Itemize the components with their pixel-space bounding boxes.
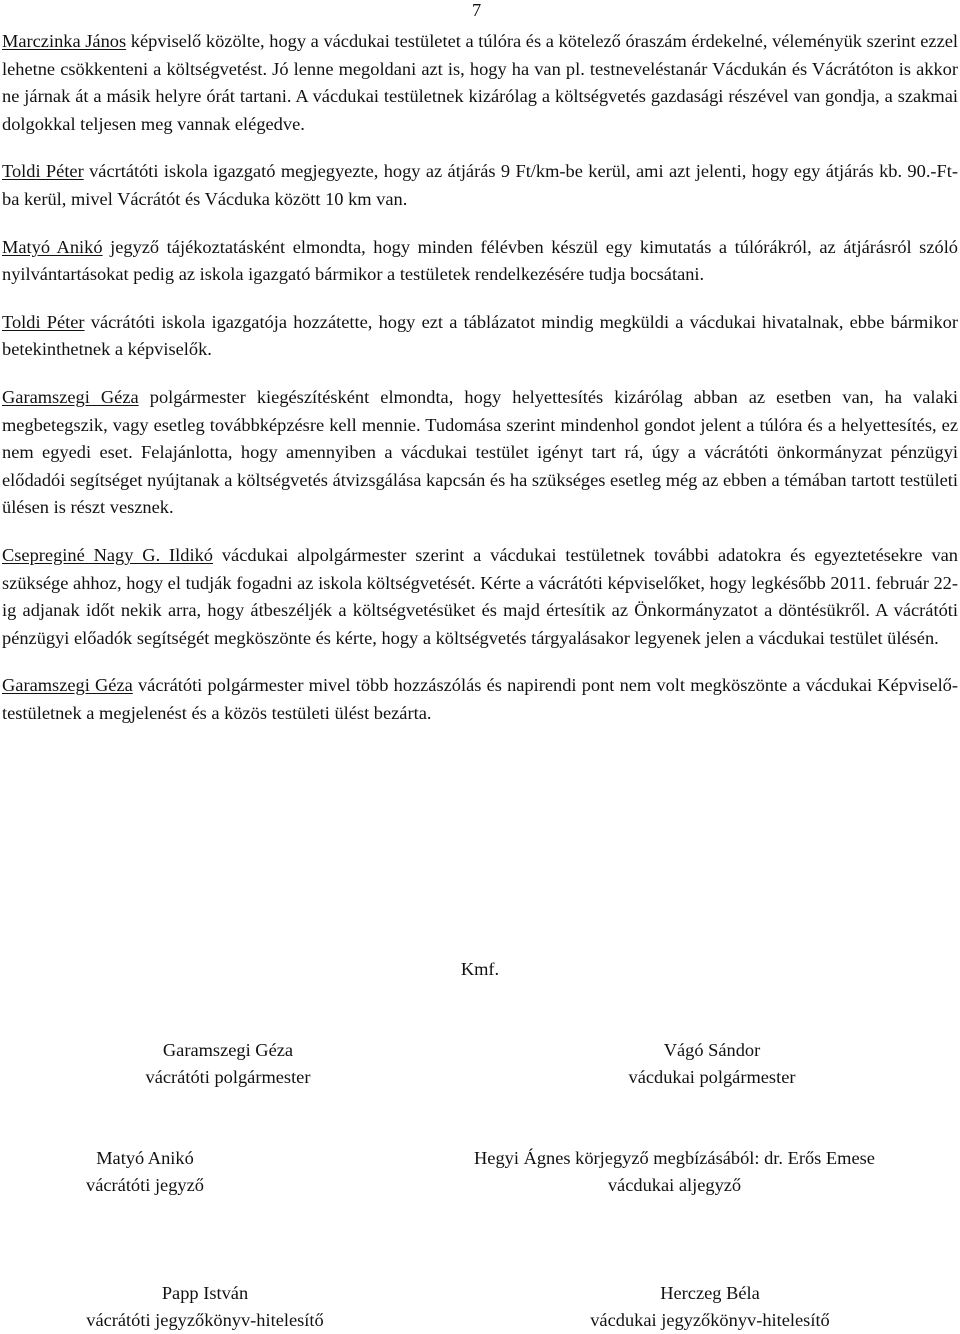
signature-block — [412, 1145, 937, 1199]
paragraph-text: vácdukai alpolgármester szerint a vácdukai testületnek további adatokra és egyeztetésekre van szüksége ahhoz, hogy el tudják fogadni az iskola költségvetését. Kérte a vácrátóti képviselőket, hogy legkésőbb 2011. február 22-ig adjanak időt nekik arra, hogy átbeszéljék a költségvetésüket és majd értesítik az Önkormányzatot a döntésükről. A vácrátóti pénzügyi előadók segítségét megköszönte és kérte, hogy a költségvetés tárgyalásakor legyenek jelen a vácdukai testület ülésén. — [2, 544, 958, 648]
signature-block — [40, 1280, 370, 1334]
paragraph-garamszegi-2 — [2, 672, 958, 727]
paragraph-toldi-1 — [2, 158, 958, 213]
signature-block — [83, 1037, 373, 1091]
paragraph-text: polgármester kiegészítésként elmondta, hogy helyettesítés kizárólag abban az esetben van, ha valaki megbetegszik, vagy esetleg továbbképzésre kell mennie. Tudomása szerint mindenhol gondot jelent a túlóra és a helyettesítés, ez nem egyedi eset. Felajánlotta, hogy amennyiben a vácdukai testület igényt tart rá, úgy a vácrátóti önkormányzat pénzügyi elődadói segítséget nyújtanak a költségvetés átvizsgálása kapcsán és ha szükséges esetleg még az ebben a témában tartott testületi ülésen is részt vesznek. — [2, 386, 958, 518]
kmf-closing: Kmf. — [460, 959, 500, 979]
signature-name: Vágó Sándor — [663, 1040, 761, 1060]
paragraph-text: vácrtátóti iskola igazgató megjegyezte, hogy az átjárás 9 Ft/km-be kerül, ami azt jelenti, hogy egy átjárás kb. 90.-Ft-ba kerül, mivel Vácrátót és Vácduka között 10 km van. — [2, 161, 958, 209]
speaker-name: Garamszegi Géza — [2, 386, 139, 407]
speaker-name: Garamszegi Géza — [2, 675, 133, 696]
signature-name: Matyó Anikó — [96, 1148, 194, 1168]
signature-role: vácdukai polgármester — [628, 1067, 796, 1087]
signature-name: Papp István — [161, 1283, 249, 1303]
signature-role: vácdukai aljegyző — [607, 1175, 742, 1195]
paragraph-csepregine — [2, 542, 958, 652]
speaker-name: Marczinka János — [2, 31, 127, 51]
paragraph-toldi-2 — [2, 309, 958, 364]
signature-name: Hegyi Ágnes körjegyző megbízásából: dr. Erős Emese — [474, 1148, 875, 1168]
signature-role: vácrátóti jegyzőkönyv-hitelesítő — [86, 1310, 324, 1330]
paragraph-matyo — [2, 234, 958, 289]
minutes-body — [2, 28, 958, 747]
speaker-name: Toldi Péter — [2, 311, 85, 332]
speaker-name: Toldi Péter — [2, 161, 84, 182]
paragraph-text: jegyző tájékoztatásként elmondta, hogy minden félévben készül egy kimutatás a túlórákról, az átjárásról szóló nyilvántartásokat pedig az iskola igazgató bármikor a testületek rendelkezésére tudja bocsátani. — [2, 236, 958, 285]
paragraph-text: képviselő közölte, hogy a vácdukai testületet a túlóra és a kötelező óraszám érdekelné, véleményük szerint ezzel lehetne csökkenteni a költségvetést. Jó lenne megoldani azt is, hogy ha van pl. testneveléstanár Vácdukán és Vácrátóton is akkor ne járnak át a másik helyre órát tartani. A vácdukai testületnek kizárólag a költségvetés gazdasági részével van gondja, a szakmai dolgokkal teljesen meg vannak elégedve. — [2, 31, 958, 134]
signature-role: vácrátóti jegyző — [86, 1175, 204, 1195]
signature-block — [545, 1280, 875, 1334]
paragraph-garamszegi-1 — [2, 384, 958, 522]
speaker-name: Csepreginé Nagy G. Ildikó — [2, 544, 213, 565]
signature-block — [15, 1145, 275, 1199]
page-number: 7 — [472, 0, 482, 20]
speaker-name: Matyó Anikó — [2, 236, 103, 257]
signature-name: Herczeg Béla — [660, 1283, 760, 1303]
signature-name: Garamszegi Géza — [162, 1040, 294, 1060]
signature-block — [562, 1037, 862, 1091]
signature-role: vácrátóti polgármester — [145, 1067, 311, 1087]
paragraph-text: vácrátóti iskola igazgatója hozzátette, hogy ezt a táblázatot mindig megküldi a vácdukai hivatalnak, ebbe bármikor betekinthetnek a képviselők. — [2, 311, 958, 360]
signature-role: vácdukai jegyzőkönyv-hitelesítő — [590, 1310, 830, 1330]
paragraph-marczinka — [2, 28, 958, 138]
paragraph-text: vácrátóti polgármester mivel több hozzászólás és napirendi pont nem volt megköszönte a vácdukai Képviselő-testületnek a megjelenést és a közös testületi ülést bezárta. — [2, 675, 958, 723]
